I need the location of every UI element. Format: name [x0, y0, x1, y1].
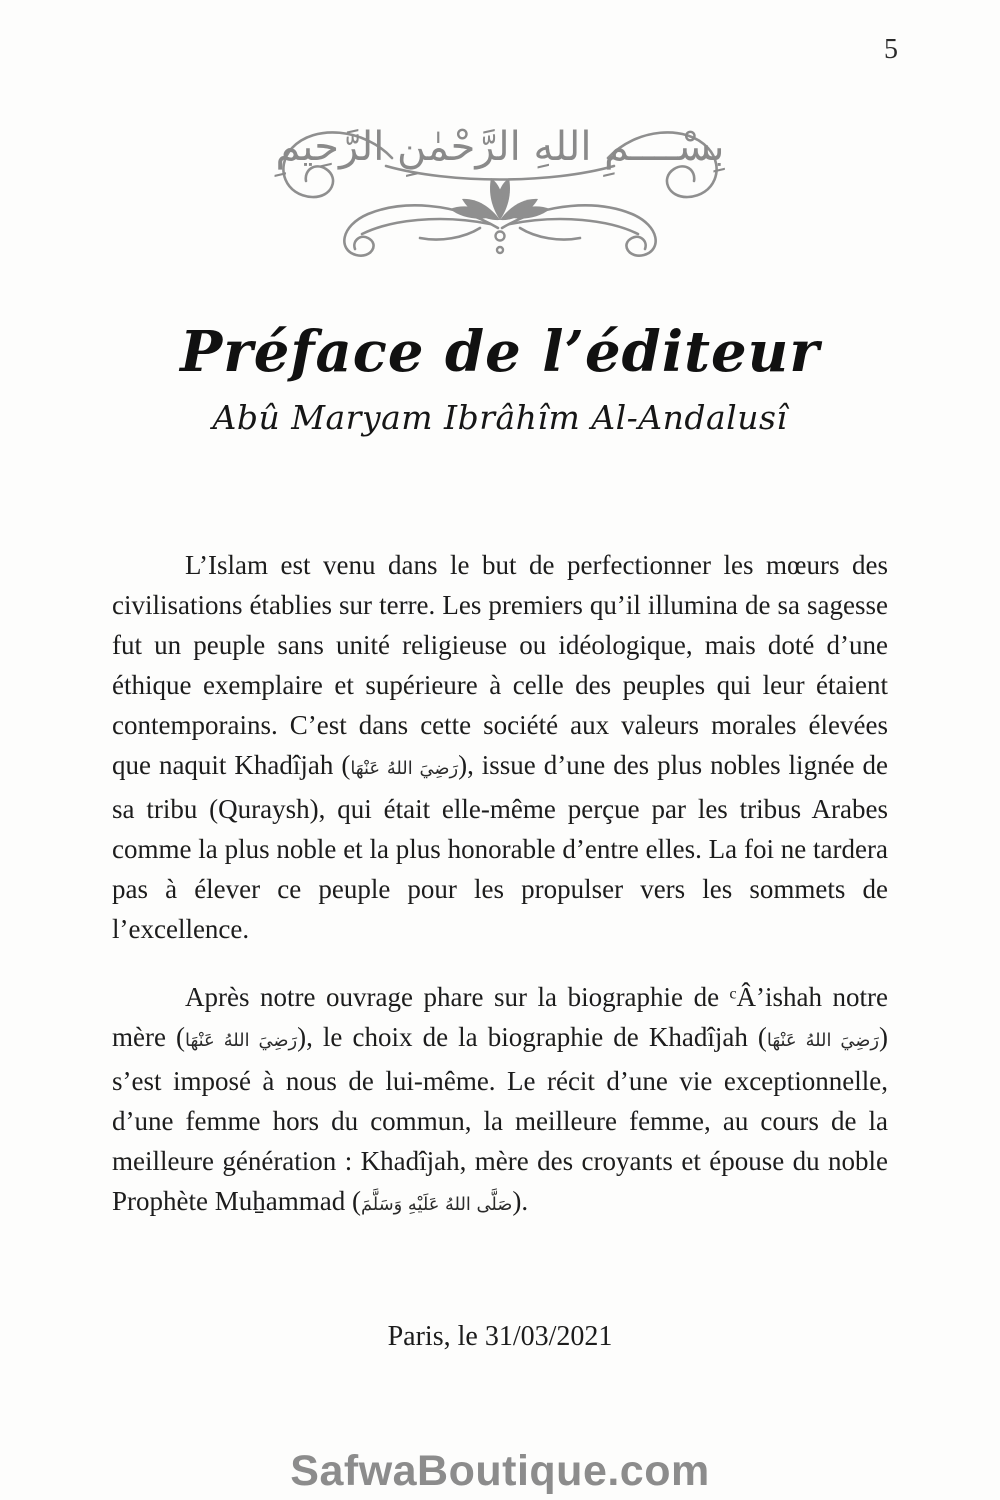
date-line: Paris, le 31/03/2021: [387, 1320, 613, 1352]
bismillah-calligraphy: بِسْــــمِ اللهِ الرَّحْمٰنِ الرَّحِيمِ: [275, 124, 725, 170]
bismillah-ornament: [260, 102, 740, 264]
paragraph: L’Islam est venu dans le but de perfectionner les mœurs des civilisations établies sur terre. Les premiers qu’il illumina de sa sagesse fut un peuple sans unité religieuse ou idéologique, mais doté d’une éthique exemplaire et supérieure à celle des peuples qui leur étaient contemporains. C’est dans cette société aux valeurs morales élevées que naquit Khadîjah (رَضِيَ اللهُ عَنْهَا), issue d’une des plus nobles lignée de sa tribu (Quraysh), qui était elle-même perçue par les tribus Arabes comme la plus noble et la plus honorable d’entre elles. La foi ne tardera pas à élever ce peuple pour les propulser vers les sommets de l’excellence.: [112, 549, 888, 944]
page-number: 5: [884, 34, 898, 65]
ornament-flourish-icon: [344, 178, 655, 256]
watermark-site-name: SafwaBoutique.com: [290, 1447, 710, 1495]
page-title: Préface de l’éditeur: [180, 319, 820, 385]
paragraph: Après notre ouvrage phare sur la biographie de ᶜÂ’ishah notre mère (رَضِيَ اللهُ عَنْهَا), le choix de la biographie de Khadîjah (رَضِيَ اللهُ عَنْهَا) s’est imposé à nous de lui-même. Le récit d’une vie exceptionnelle, d’une femme hors du commun, la meilleure femme, au cours de la meilleure génération : Khadîjah, mère des croyants et épouse du noble Prophète Muẖammad (صَلَّى اللهُ عَلَيْهِ وَسَلَّمَ).: [112, 981, 888, 1216]
body-text: [112, 545, 888, 1225]
page-subtitle-author: Abû Maryam Ibrâhîm Al-Andalusî: [212, 397, 788, 437]
